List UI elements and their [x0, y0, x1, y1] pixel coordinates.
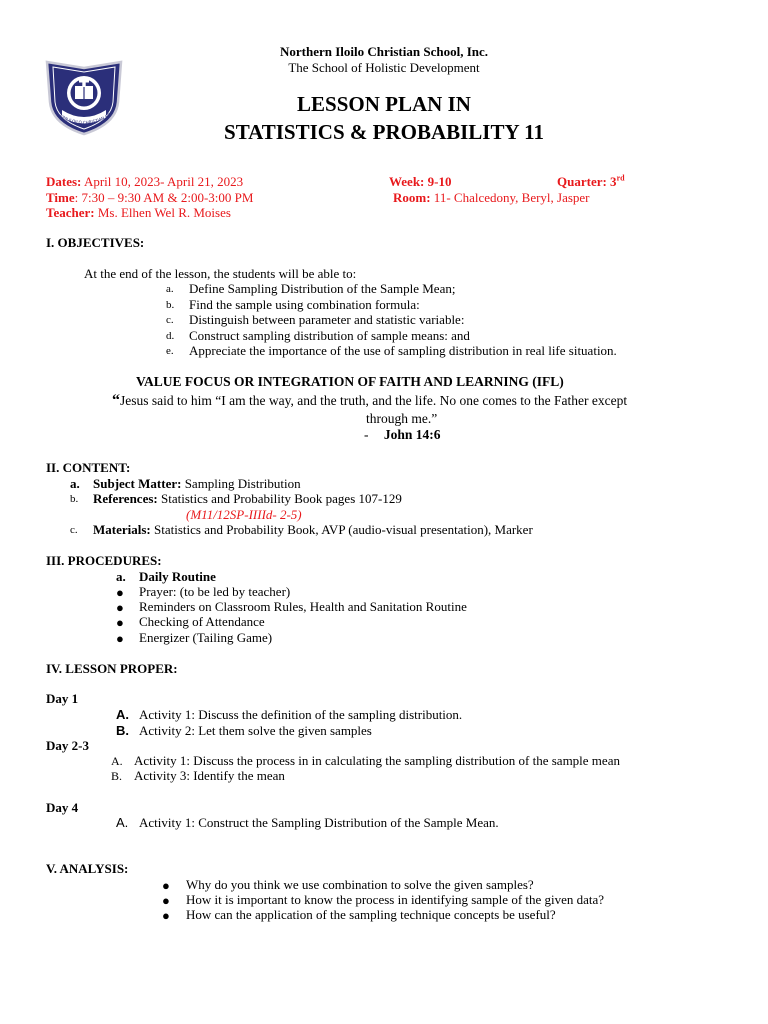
time-row [46, 190, 253, 206]
ifl-reference: John 14:6 [383, 427, 441, 442]
teacher-row [46, 205, 231, 221]
objectives-heading: I. OBJECTIVES: [46, 235, 145, 250]
materials-label: Materials: [93, 522, 151, 537]
activity-item: Activity 1: Construct the Sampling Distribution of the Sample Mean. [139, 815, 499, 830]
content-marker-b: b. [70, 493, 79, 505]
bullet-icon: ● [162, 908, 170, 923]
procedure-bullet: Checking of Attendance [139, 614, 265, 629]
objective-item: Define Sampling Distribution of the Sample Mean; [189, 281, 456, 296]
routine-marker: a. [116, 569, 126, 584]
objective-item: Construct sampling distribution of sample means: and [189, 328, 470, 343]
subject-row [93, 476, 301, 492]
analysis-question: How can the application of the sampling technique concepts be useful? [186, 907, 556, 922]
content-heading: II. CONTENT: [46, 460, 131, 475]
ifl-reference-row [364, 427, 441, 443]
analysis-heading: V. ANALYSIS: [46, 861, 129, 876]
teacher-value: Ms. Elhen Wel R. Moises [97, 205, 231, 220]
procedure-bullet: Energizer (Tailing Game) [139, 630, 273, 645]
ifl-quote-line-2: through me.” [366, 411, 438, 426]
routine-label: Daily Routine [139, 569, 216, 584]
room-label: Room: [393, 190, 431, 205]
title-line-2: STATISTICS & PROBABILITY 11 [224, 120, 544, 144]
objective-marker: c. [166, 314, 174, 326]
references-label: References: [93, 491, 158, 506]
week-label: Week: 9-10 [389, 174, 452, 189]
materials-value: Statistics and Probability Book, AVP (audio-visual presentation), Marker [154, 522, 533, 537]
bullet-icon: ● [162, 893, 170, 908]
seal-text: ERN ILOILO CHRISTIAN SC [58, 111, 112, 126]
time-label: Time [46, 190, 75, 205]
bullet-icon: ● [116, 585, 124, 600]
lesson-heading: IV. LESSON PROPER: [46, 661, 178, 676]
dates-label: Dates: [46, 174, 82, 189]
procedure-bullet: Reminders on Classroom Rules, Health and Sanitation Routine [139, 599, 467, 614]
objective-marker: d. [166, 330, 175, 342]
analysis-question: Why do you think we use combination to solve the given samples? [186, 877, 534, 892]
activity-item: Activity 1: Discuss the process in in calculating the sampling distribution of the sample mean [134, 753, 620, 768]
activity-marker: A. [116, 707, 129, 722]
activity-item: Activity 3: Identify the mean [134, 768, 285, 783]
day-4-label: Day 4 [46, 800, 79, 815]
ifl-ref-dash: - [364, 427, 369, 442]
objectives-intro: At the end of the lesson, the students will be able to: [84, 266, 357, 281]
title-line-1: LESSON PLAN IN [297, 92, 471, 116]
content-marker-c: c. [70, 524, 78, 536]
time-value: : 7:30 – 9:30 AM & 2:00-3:00 PM [74, 190, 254, 205]
room-value: 11- Chalcedony, Beryl, Jasper [433, 190, 590, 205]
objective-marker: a. [166, 283, 174, 295]
bullet-icon: ● [116, 631, 124, 646]
day-2-3-label: Day 2-3 [46, 738, 89, 753]
bullet-icon: ● [162, 878, 170, 893]
activity-marker: A. [116, 815, 129, 830]
references-row [93, 491, 402, 507]
ifl-quote-open: “ [112, 392, 120, 409]
objective-item: Find the sample using combination formula: [189, 297, 420, 312]
quarter-sup: rd [616, 173, 625, 183]
competency-code: (M11/12SP-IIIId- 2-5) [186, 507, 302, 522]
subject-value: Sampling Distribution [184, 476, 301, 491]
objective-marker: b. [166, 299, 175, 311]
school-name: Northern Iloilo Christian School, Inc. [279, 44, 488, 59]
school-motto: The School of Holistic Development [288, 60, 480, 75]
activity-item: Activity 1: Discuss the definition of the sampling distribution. [139, 707, 463, 722]
ifl-quote-text: Jesus said to him “I am the way, and the truth, and the life. No one comes to the Father except [120, 393, 628, 408]
dates-value: April 10, 2023- April 21, 2023 [83, 174, 244, 189]
room-row [393, 190, 590, 206]
references-value: Statistics and Probability Book pages 107-129 [160, 491, 402, 506]
activity-item: Activity 2: Let them solve the given samples [139, 723, 372, 738]
quarter [557, 174, 625, 190]
procedure-bullet: Prayer: (to be led by teacher) [139, 584, 291, 599]
objective-marker: e. [166, 345, 174, 357]
day-1-label: Day 1 [46, 691, 79, 706]
activity-marker: B. [111, 769, 123, 783]
content-marker-a: a. [70, 476, 80, 491]
activity-marker: A. [111, 754, 123, 768]
ifl-heading: VALUE FOCUS OR INTEGRATION OF FAITH AND LEARNING (IFL) [136, 374, 564, 389]
subject-label: Subject Matter: [93, 476, 182, 491]
procedures-heading: III. PROCEDURES: [46, 553, 162, 568]
bullet-icon: ● [116, 600, 124, 615]
ifl-quote-line-1 [112, 393, 627, 409]
materials-row [93, 522, 533, 538]
objective-item: Appreciate the importance of the use of sampling distribution in real life situation. [189, 343, 617, 358]
objective-item: Distinguish between parameter and statistic variable: [189, 312, 465, 327]
dates-row [46, 174, 243, 190]
activity-marker: B. [116, 723, 129, 738]
quarter-label: Quarter: 3 [557, 174, 617, 189]
bullet-icon: ● [116, 615, 124, 630]
analysis-question: How it is important to know the process in identifying sample of the given data? [186, 892, 605, 907]
teacher-label: Teacher: [46, 205, 95, 220]
